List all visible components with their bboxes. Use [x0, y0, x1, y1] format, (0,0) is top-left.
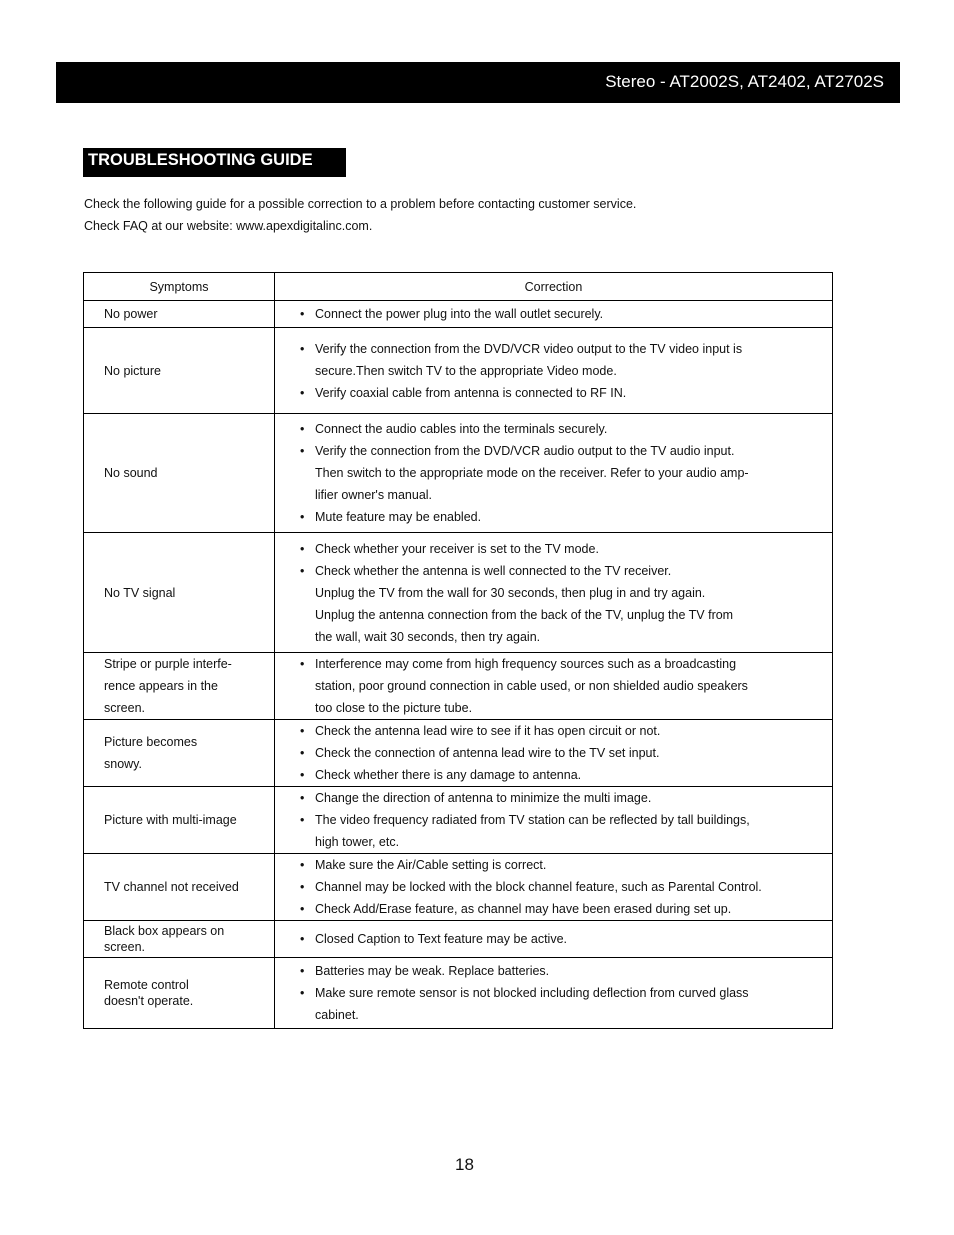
correction-list [275, 338, 832, 404]
correction-item: too close to the picture tube. [315, 701, 473, 715]
table-row [84, 787, 833, 854]
symptom-cell [84, 328, 275, 414]
symptom-cell [84, 533, 275, 653]
symptom-text: screen. [104, 701, 145, 715]
table-row [84, 921, 833, 958]
symptom-text: No TV signal [104, 585, 176, 600]
correction-item: high tower, etc. [315, 835, 400, 849]
symptom-cell [84, 720, 275, 787]
symptom-cell [84, 958, 275, 1029]
symptom-cell [84, 301, 275, 328]
symptom-text: Picture becomes [104, 735, 198, 749]
symptom-text: Picture with multi-image [104, 813, 237, 827]
correction-item: station, poor ground connection in cable used, or non shielded audio speakers [315, 679, 748, 693]
symptoms-column-header: Symptoms [84, 273, 275, 301]
correction-item: Then switch to the appropriate mode on the receiver. Refer to your audio amp- [315, 466, 749, 480]
correction-item: • Check Add/Erase feature, as channel may have been erased during set up. [315, 898, 828, 920]
correction-item: • Connect the audio cables into the terminals securely. [315, 418, 828, 440]
correction-list [275, 418, 832, 528]
symptom-text: snowy. [104, 757, 142, 771]
correction-item: Unplug the antenna connection from the back of the TV, unplug the TV from [315, 607, 734, 622]
correction-cell [275, 414, 833, 533]
correction-item: the wall, wait 30 seconds, then try again. [315, 629, 541, 644]
intro-line: Check FAQ at our website: www.apexdigitalinc.com. [84, 219, 373, 233]
symptom-cell [84, 854, 275, 921]
table-row [84, 854, 833, 921]
intro-text [84, 193, 636, 237]
correction-item: secure.Then switch TV to the appropriate Video mode. [315, 363, 617, 378]
correction-cell [275, 720, 833, 787]
symptom-cell [84, 414, 275, 533]
symptom-text: doesn't operate. [104, 994, 194, 1008]
correction-list [275, 854, 832, 920]
correction-item: lifier owner's manual. [315, 488, 433, 502]
table-header-row [84, 273, 833, 301]
correction-item: • The video frequency radiated from TV station can be reflected by tall buildings, [315, 809, 828, 831]
section-title: TROUBLESHOOTING GUIDE [83, 148, 346, 177]
header-title: Stereo - AT2002S, AT2402, AT2702S [605, 72, 884, 91]
correction-item: • Channel may be locked with the block channel feature, such as Parental Control. [315, 876, 828, 898]
correction-list [275, 787, 832, 853]
correction-cell [275, 301, 833, 328]
correction-item: • Make sure the Air/Cable setting is correct. [315, 854, 828, 876]
correction-item: • Change the direction of antenna to minimize the multi image. [315, 787, 828, 809]
symptom-text: No power [104, 307, 158, 321]
table-body [84, 301, 833, 1029]
correction-item: • Make sure remote sensor is not blocked including deflection from curved glass [315, 982, 828, 1004]
table-row [84, 328, 833, 414]
troubleshooting-table [83, 272, 833, 1029]
symptom-cell [84, 653, 275, 720]
correction-list [275, 960, 832, 1026]
correction-item: • Check whether your receiver is set to the TV mode. [315, 538, 828, 560]
correction-cell [275, 787, 833, 854]
correction-cell [275, 533, 833, 653]
symptom-text: TV channel not received [104, 880, 239, 894]
correction-item: • Check whether there is any damage to antenna. [315, 764, 828, 786]
correction-item: • Batteries may be weak. Replace batteries. [315, 960, 828, 982]
table-row [84, 533, 833, 653]
correction-item: • Verify coaxial cable from antenna is connected to RF IN. [315, 382, 828, 404]
table-row [84, 653, 833, 720]
symptom-text: Stripe or purple interfe- [104, 657, 232, 671]
correction-column-header: Correction [275, 273, 833, 301]
symptom-cell [84, 921, 275, 958]
table-row [84, 720, 833, 787]
correction-item: • Check whether the antenna is well connected to the TV receiver. [315, 560, 828, 582]
correction-item: • Verify the connection from the DVD/VCR audio output to the TV audio input. [315, 440, 828, 462]
header-bar [56, 62, 900, 103]
page-number: 18 [455, 1155, 474, 1174]
correction-item: cabinet. [315, 1008, 359, 1022]
table-row [84, 301, 833, 328]
correction-list [275, 303, 832, 325]
correction-cell [275, 921, 833, 958]
correction-list [275, 720, 832, 786]
correction-item: • Connect the power plug into the wall outlet securely. [315, 303, 828, 325]
table-row [84, 958, 833, 1029]
symptom-text: Black box appears on [104, 924, 225, 938]
correction-cell [275, 854, 833, 921]
correction-list [275, 928, 832, 950]
symptom-text: rence appears in the [104, 679, 218, 693]
correction-item: • Interference may come from high frequency sources such as a broadcasting [315, 653, 828, 675]
correction-item: Unplug the TV from the wall for 30 seconds, then plug in and try again. [315, 585, 706, 600]
correction-item: • Verify the connection from the DVD/VCR video output to the TV video input is [315, 338, 828, 360]
symptom-text: Remote control [104, 978, 189, 992]
correction-cell [275, 653, 833, 720]
correction-list [275, 653, 832, 719]
correction-cell [275, 958, 833, 1029]
correction-cell [275, 328, 833, 414]
correction-list [275, 538, 832, 648]
intro-line: Check the following guide for a possible correction to a problem before contacting customer service. [84, 197, 637, 211]
symptom-text: No picture [104, 363, 161, 378]
correction-item: • Check the antenna lead wire to see if it has open circuit or not. [315, 720, 828, 742]
table-row [84, 414, 833, 533]
correction-item: • Check the connection of antenna lead wire to the TV set input. [315, 742, 828, 764]
symptom-text: No sound [104, 466, 158, 480]
correction-item: • Mute feature may be enabled. [315, 506, 828, 528]
symptom-cell [84, 787, 275, 854]
correction-item: • Closed Caption to Text feature may be active. [315, 928, 828, 950]
symptom-text: screen. [104, 940, 145, 954]
